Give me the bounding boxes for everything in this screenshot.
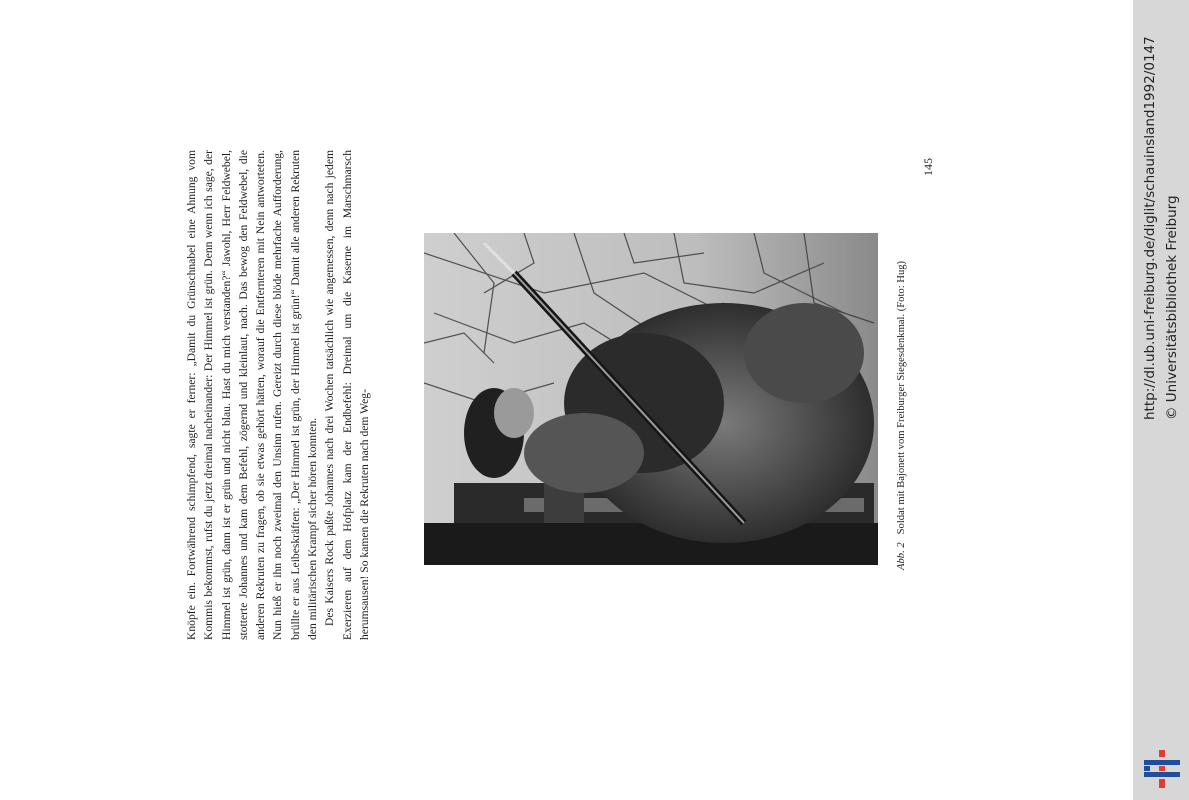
paragraph: Knöpfe ein. Fortwährend schimpfend, sagte er ferner: „Damit du Grünschnabel eine Ahnung vom Kommis bekommst, rufst du jetzt dreimal nacheinander: Der Himmel ist grün. Denn wenn ich sage, der Himmel ist grün, dann ist er grün und nicht blau. Hast du mich verstanden?“ Jawohl, Herr Feldwebel, stotterte Johannes und kam dem Befehl, zögernd und kleinlaut, nach. Das bewog den Feldwebel, die anderen Rekruten zu fragen, ob sie etwas gehört hätten, worauf die Entfernteren mit Nein antworteten. Nun hieß er ihn noch zweimal den Unsinn rufen. Gereizt durch diese blöde mehrfache Aufforderung, brüllte er aus Leibeskräften: „Der Himmel ist grün, der Himmel ist grün!“ Damit alle anderen Rekruten den militärischen Krampf sicher hören konnten. [185,150,320,640]
page-number [918,155,938,179]
page-number-text: 145 [921,158,935,176]
figure-caption [892,230,912,570]
library-sidebar [1133,0,1189,800]
paragraph: Des Kaisers Rock paßte Johannes nach drei Wochen tatsächlich wie angemessen, denn nach jedem Exerzieren auf dem Hofplatz kam der Endbefehl: Dreimal um die Kaserne im Marschmarsch herumsausen! So kamen die Rekruten nach dem Weg- [323,150,371,640]
sidebar-url[interactable]: http://dl.ub.uni-freiburg.de/diglit/schauinsland1992/0147 [1142,36,1158,420]
ub-freiburg-logo-icon [1142,748,1182,790]
caption-label: Abb. 2 [896,542,907,570]
sidebar-text [1133,0,1189,440]
sidebar-copyright: © Universitätsbibliothek Freiburg [1164,195,1180,420]
body-text-column [183,150,398,640]
caption-text: Soldat mit Bajonett vom Freiburger Siegesdenkmal. (Foto: Hug) [896,260,907,535]
monument-photo [424,233,878,565]
